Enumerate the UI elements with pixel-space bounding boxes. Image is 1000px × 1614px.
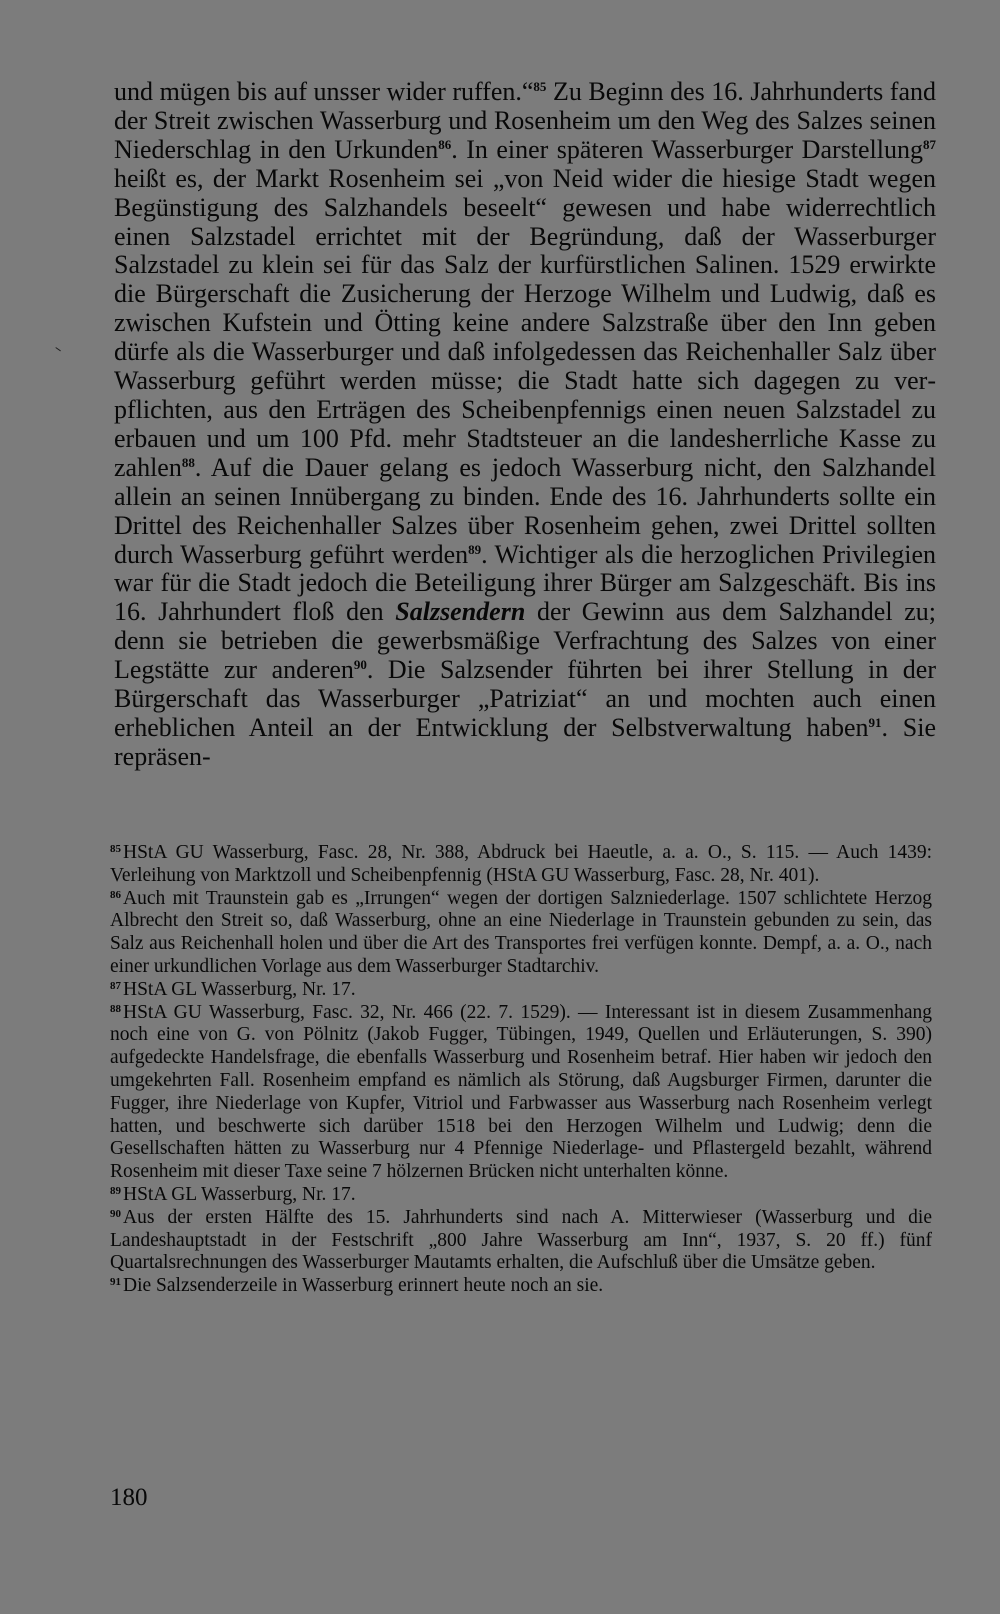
footnote-number: 88 — [110, 1002, 121, 1015]
footnote-number: 86 — [110, 888, 121, 901]
text-segment: . Sie repräsen- — [114, 712, 936, 771]
footnote-text: Aus der ersten Hälfte des 15. Jahrhunderts sind nach A. Mitterwieser (Wasserburg und die Landeshauptstadt in der Festschrift „800 Jahre Wasserburg am Inn“, 1937, S. 20 ff.) fünf Quartalsrechnungen des Wasserburger Mautamts erhalten, die Aufschluß über die Umsätze geben. — [110, 1206, 932, 1274]
footnote-text: HStA GL Wasserburg, Nr. 17. — [123, 1183, 356, 1205]
emphasized-term: Salzsendern — [395, 597, 526, 627]
footnote-85 — [110, 842, 932, 888]
footnote-ref-91: 91 — [868, 714, 882, 730]
text-segment: Zu Beginn des 16. Jahrhunderts fand der Streit zwischen Wasserburg und Rosenheim um den Weg des Salzes seinen Niederschlag in den Urkunden — [114, 77, 936, 164]
footnote-91 — [110, 1275, 932, 1298]
footnote-ref-87: 87 — [922, 136, 936, 152]
footnote-number: 90 — [110, 1207, 121, 1220]
text-segment: . Wichtiger als die herzoglichen Privilegien war für die Stadt jedoch die Beteiligung ihrer Bürger am Salzgeschäft. Bis ins 16. Jahrhundert floß den — [114, 539, 936, 627]
footnote-88 — [110, 1002, 932, 1184]
text-segment: . Auf die Dauer gelang es jedoch Wasserburg nicht, den Salzhandel allein an seinen Innübergang zu binden. Ende des 16. Jahrhunderts sollte ein Drittel des Reichenhaller Salzes über Rosenheim gehen, zwei Drittel sollten durch Wasserburg geführt werden — [114, 452, 936, 569]
footnote-ref-90: 90 — [353, 657, 367, 673]
footnote-number: 89 — [110, 1184, 121, 1197]
text-segment: der Gewinn aus dem Salzhandel zu; denn sie betrieben die gewerbsmäßige Verfrachtung des Salzes von einer Legstätte zur anderen — [114, 597, 936, 685]
text-segment: und mügen bis auf unsser wider ruffen.“ — [114, 77, 534, 106]
text-segment: . In einer späteren Wasserburger Darstellung — [451, 134, 923, 164]
text-segment: heißt es, der Markt Rosenheim sei „von Neid wider die hiesige Stadt wegen Begünstigung des Salzhandels beseelt“ gewesen und habe widerrechtlich einen Salzstadel errichtet mit der Begründung, daß der Wasserburger Salzstadel zu klein sei für das Salz der kurfürstlichen Salinen. 1529 erwirkte die Bürgerschaft die Zusicherung der Herzoge Wilhelm und Ludwig, daß es zwischen Kufstein und Ötting keine andere Salzstraße über den Inn geben dürfe als die Wasserburger und daß infolgedessen das Reichenhaller Salz über Wasserburg geführt werden müsse; die Stadt hatte sich dagegen zu verpflichten, aus den Erträgen des Scheibenpfennigs einen neuen Salzstadel zu erbauen und um 100 Pfd. mehr Stadtsteuer an die landesherrliche Kasse zu zahlen — [114, 163, 936, 482]
footnote-number: 87 — [110, 979, 121, 992]
footnote-text: HStA GL Wasserburg, Nr. 17. — [123, 978, 356, 1000]
footnote-number: 85 — [110, 843, 121, 855]
main-text — [114, 78, 936, 772]
footnote-text: HStA GU Wasserburg, Fasc. 32, Nr. 466 (22. 7. 1529). — Interessant ist in diesem Zusammenhang noch eine von G. von Pölnitz (Jakob Fugger, Tübingen, 1949, Quellen und Erläuterungen, S. 390) aufgedeckte Handelsfrage, die ebenfalls Wasserburg und Rosenheim betraf. Hier haben wir jedoch den umgekehrten Fall. Rosenheim empfand es nämlich als Störung, daß Augsburger Firmen, darunter die Fugger, ihre Niederlage von Kupfer, Vitriol und Farbwasser aus Wasserburg nach Rosenheim verlegt hatten, und beschwerte sich darüber 1518 bei den Herzogen Wilhelm und Ludwig; denn die Gesellschaften hätten zu Wasserburg nur 4 Pfennige Niederlage- und Pflastergeld bezahlt, während Rosenheim mit dieser Taxe seine 7 hölzernen Brücken nicht unterhalten könne. — [110, 1001, 932, 1183]
footnotes — [110, 842, 932, 1298]
footnote-ref-89: 89 — [468, 541, 482, 557]
footnote-number: 91 — [110, 1276, 121, 1289]
page-number: 180 — [110, 1484, 148, 1511]
footnote-ref-86: 86 — [438, 136, 452, 152]
footnote-89 — [110, 1184, 932, 1207]
footnote-ref-88: 88 — [181, 454, 195, 470]
text-segment: . Die Salzsender führten bei ihrer Stellung in der Bürgerschaft das Wasserburger „Patriziat“ an und mochten auch einen erheblichen Anteil an der Entwicklung der Selbstverwaltung haben — [114, 655, 936, 742]
footnote-86 — [110, 888, 932, 979]
stray-mark — [55, 345, 62, 352]
footnote-ref-85: 85 — [533, 79, 547, 94]
footnote-87 — [110, 979, 932, 1002]
footnote-text: Die Salzsenderzeile in Wasserburg erinnert heute noch an sie. — [123, 1275, 604, 1297]
footnote-text: Auch mit Traunstein gab es „Irrungen“ wegen der dortigen Salzniederlage. 1507 schlichtete Herzog Albrecht den Streit so, daß Wasserburg, ohne an eine Niederlage in Traunstein gebunden zu sein, das Salz aus Reichenhall holen und über die Art des Transportes frei verfügen konnte. Dempf, a. a. O., nach einer urkundlichen Vorlage aus dem Wasserburger Stadtarchiv. — [110, 887, 932, 977]
footnote-90 — [110, 1207, 932, 1275]
footnote-text: HStA GU Wasserburg, Fasc. 28, Nr. 388, Abdruck bei Haeutle, a. a. O., S. 115. — Auch 1439: Verleihung von Marktzoll und Scheibenpfennig (HStA GU Wasserburg, Fasc. 28, Nr. 401). — [110, 842, 932, 886]
main-paragraph — [114, 78, 936, 772]
